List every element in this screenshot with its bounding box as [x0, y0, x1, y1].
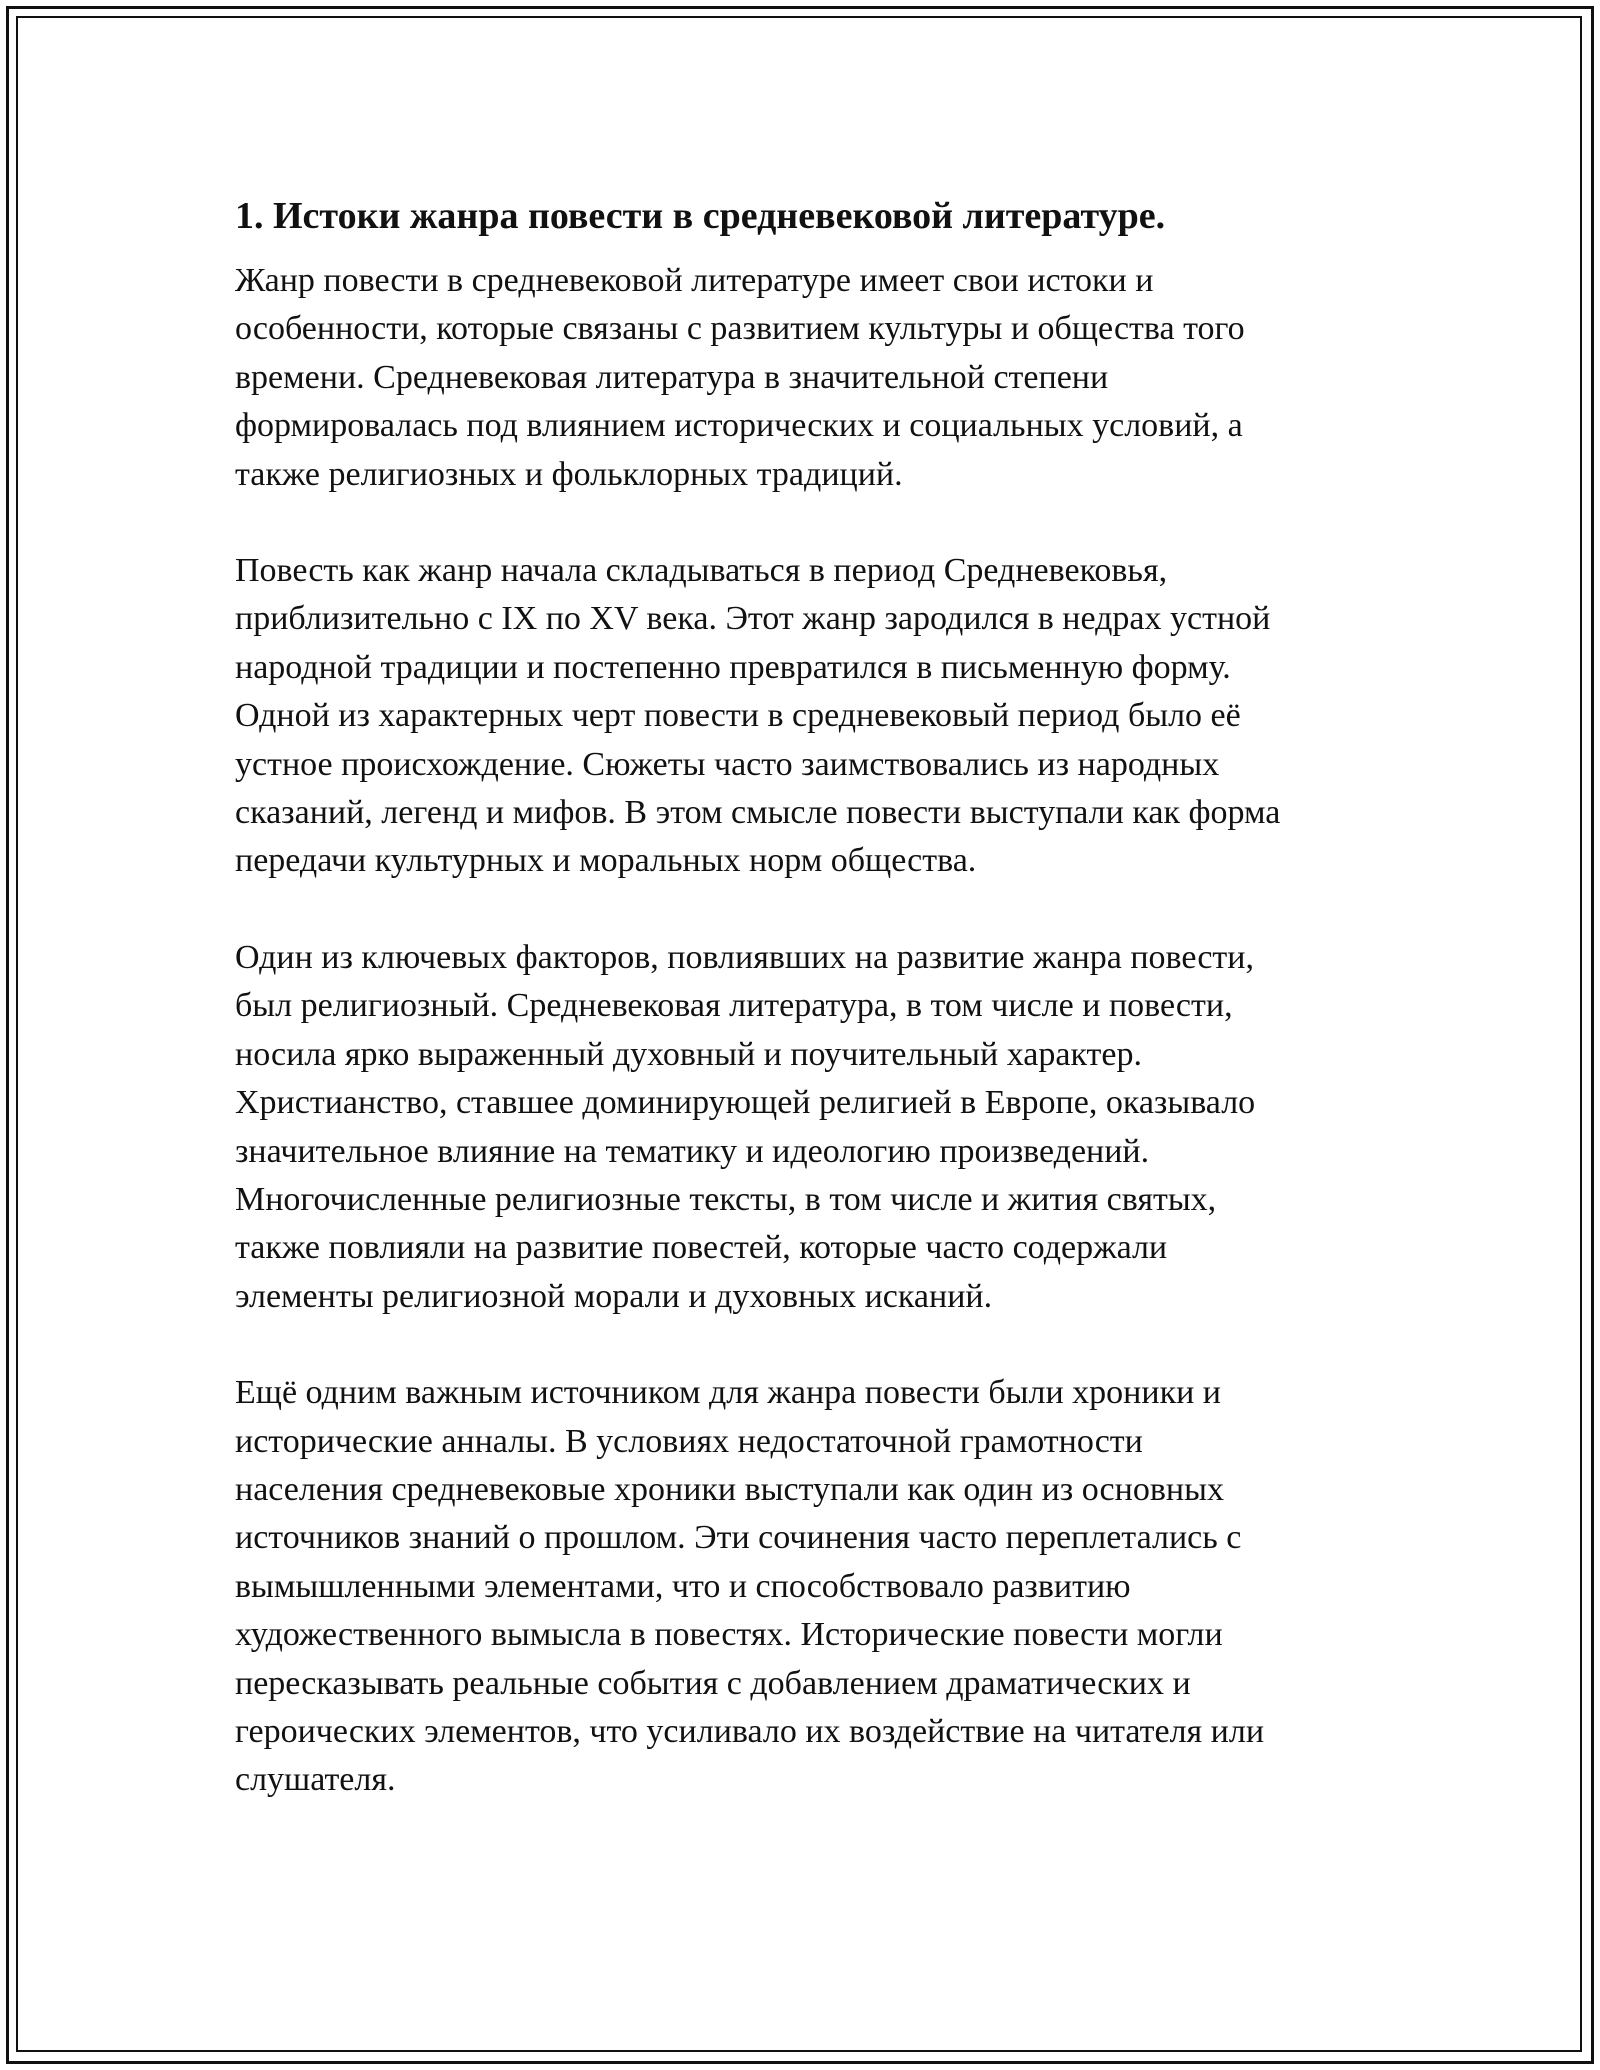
paragraph-oral-tradition: Повесть как жанр начала складываться в период Средневековья, приблизительно с IX по XV века. Этот жанр зародился в недрах устной народной традиции и постепенно превратился в письменную форму. Одной из характерных черт повести в средневековый период было её устное происхождение. Сюжеты часто заимствовались из народных сказаний, легенд и мифов. В этом смысле повести выступали как форма передачи культурных и моральных норм общества.: [235, 552, 1281, 880]
paragraph-origins: Жанр повести в средневековой литературе имеет свои истоки и особенности, которые связаны с развитием культуры и общества того времени. Средневековая литература в значительной степени формировалась под влиянием исторических и социальных условий, а также религиозных и фольклорных традиций.: [235, 262, 1245, 493]
section-heading: 1. Истоки жанра повести в средневековой литературе.: [235, 195, 1166, 237]
paragraph-religious-factor: Один из ключевых факторов, повлиявших на развитие жанра повести, был религиозный. Средневековая литература, в том числе и повести, носила ярко выраженный духовный и поучительный характер. Христианство, ставшее доминирующей религией в Европе, оказывало значительное влияние на тематику и идеологию произведений. Многочисленные религиозные тексты, в том числе и жития святых, также повлияли на развитие повестей, которые часто содержали элементы религиозной морали и духовных исканий.: [235, 938, 1256, 1315]
document-body: [235, 183, 1395, 1853]
paragraph-chronicles: Ещё одним важным источником для жанра повести были хроники и исторические анналы. В условиях недостаточной грамотности населения средневековые хроники выступали как один из основных источников знаний о прошлом. Эти сочинения часто переплетались с вымышленными элементами, что и способствовало развитию художественного вымысла в повестях. Исторические повести могли пересказывать реальные события с добавлением драматических и героических элементов, что усиливало их воздействие на читателя или слушателя.: [235, 1374, 1265, 1799]
